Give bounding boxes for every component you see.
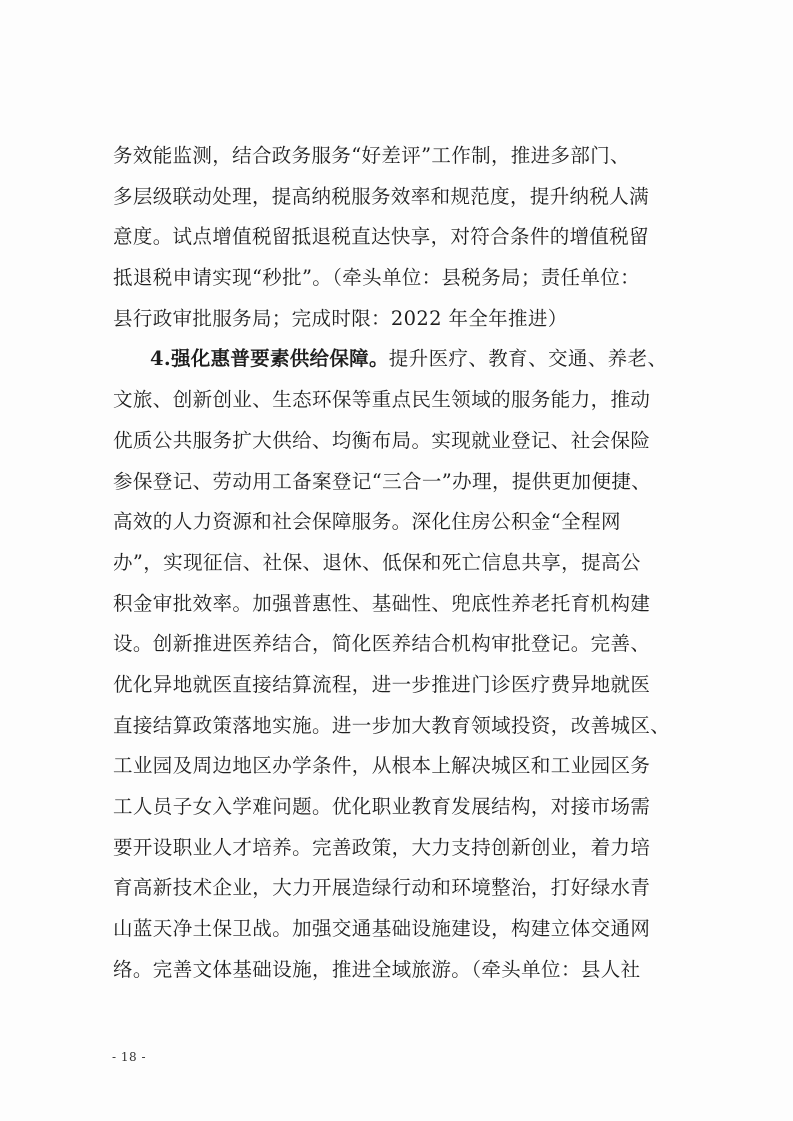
text-line: 文旅、创新创业、生态环保等重点民生领域的服务能力，推动 [113,388,651,412]
text-line: 山蓝天净土保卫战。加强交通基础设施建设，构建立体交通网 [113,917,651,941]
text-line: 务效能监测，结合政务服务“好差评”工作制，推进多部门、 [113,144,630,167]
text-line: 积金审批效率。加强普惠性、基础性、兜底性养老托育机构建 [113,591,651,615]
text-line: 抵退税申请实现“秒批”。（牵头单位：县税务局；责任单位： [113,266,640,290]
text-line: 育高新技术企业，大力开展造绿行动和环境整治，打好绿水青 [113,876,651,900]
section-heading: 4.强化惠普要素供给保障。 [150,347,389,371]
text-line: 络。完善文体基础设施，推进全域旅游。（牵头单位：县人社 [113,957,641,981]
text-line: 优质公共服务扩大供给、均衡布局。实现就业登记、社会保险 [113,428,651,452]
page-number: - 18 - [112,1050,147,1064]
text-line: 办”，实现征信、社保、退休、低保和死亡信息共享，提高公 [113,550,641,574]
text-line: 意度。试点增值税留抵退税直达快享，对符合条件的增值税留 [113,225,649,249]
section-4-first-line [113,339,679,380]
text-line: 要开设职业人才培养。完善政策，大力支持创新创业，着力培 [113,835,651,859]
text-line: 优化异地就医直接结算流程，进一步推进门诊医疗费异地就医 [113,672,651,696]
text-line: 工人员子女入学难问题。优化职业教育发展结构，对接市场需 [113,795,651,818]
text-line: 直接结算政策落地实施。进一步加大教育领域投资，改善城区、 [113,713,671,737]
text-line: 参保登记、劳动用工备案登记“三合一”办理，提供更加便捷、 [113,469,652,493]
text-line: 县行政审批服务局；完成时限：2022 年全年推进） [113,306,568,330]
text-line: 多层级联动处理，提高纳税服务效率和规范度，提升纳税人满 [113,184,649,208]
document-body [113,136,679,990]
text-line: 高效的人力资源和社会保障服务。深化住房公积金“全程网 [113,510,621,534]
text-line: 工业园及周边地区办学条件，从根本上解决城区和工业园区务 [113,754,651,778]
section-text: 提升医疗、教育、交通、养老、 [388,347,668,371]
text-line: 设。创新推进医养结合，简化医养结合机构审批登记。完善、 [113,632,651,656]
